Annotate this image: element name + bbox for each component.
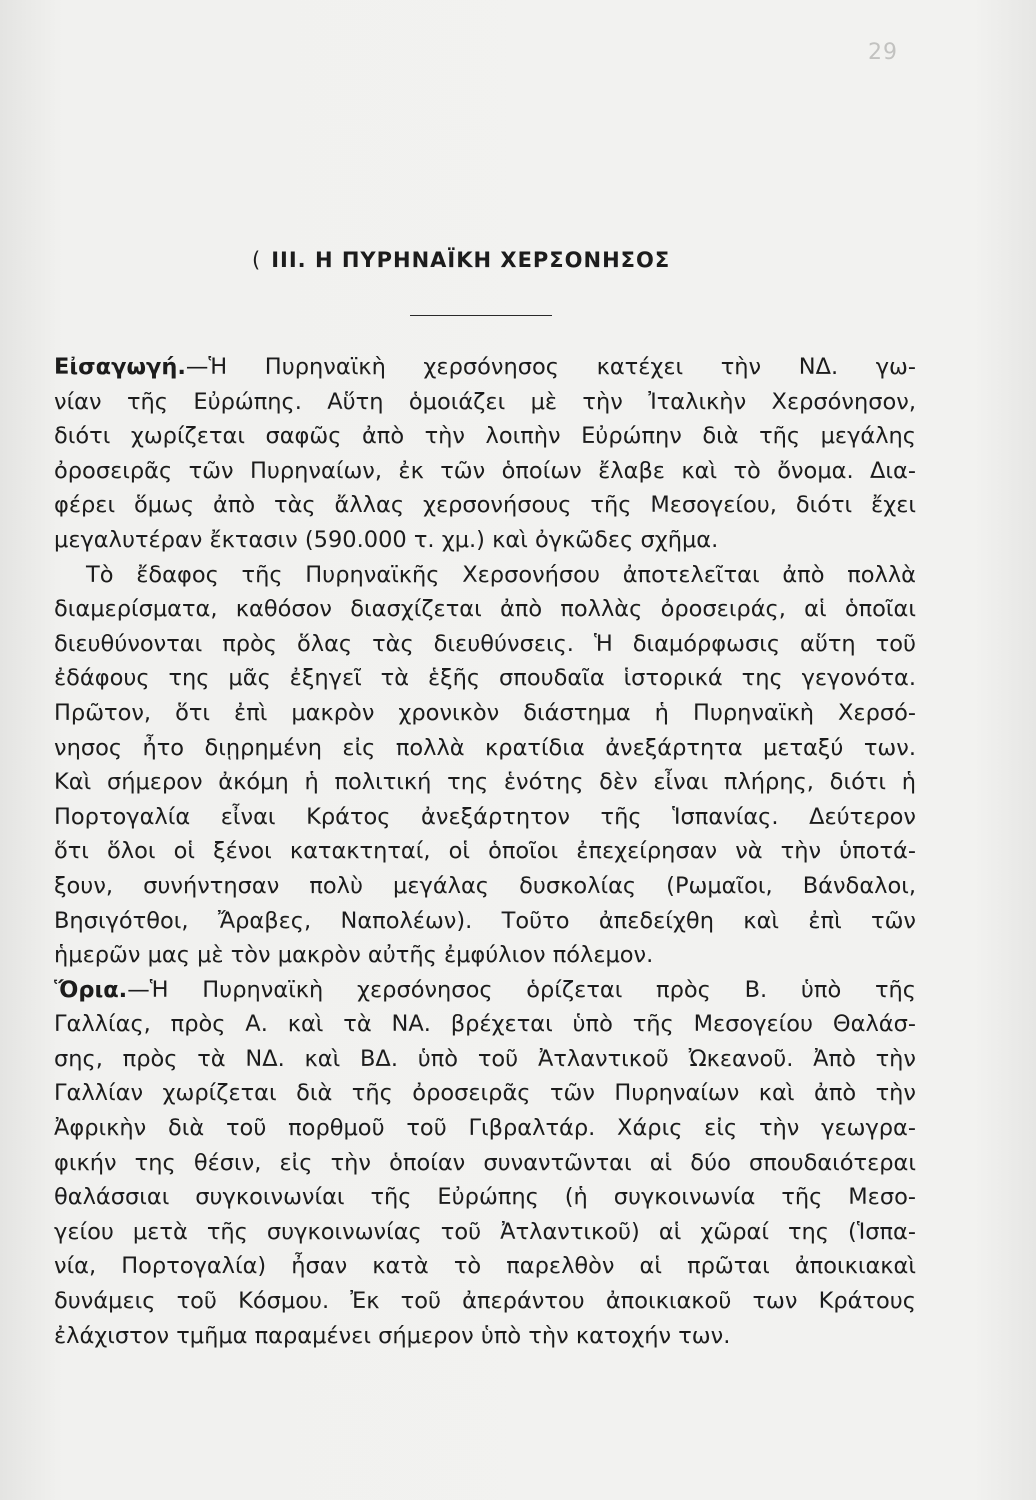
text-line: Καὶ σήμερον ἀκόμη ἡ πολιτική της ἑνότης δὲν εἶναι πλήρης, διότι ἡ bbox=[54, 769, 916, 796]
heading-title: Η ΠΥΡΗΝΑΪΚΗ ΧΕΡΣΟΝΗΣΟΣ bbox=[314, 248, 671, 272]
text-line: ἐλάχιστον τμῆμα παραμένει σήμερον ὑπὸ τὴν κατοχήν των. bbox=[54, 1322, 731, 1349]
chapter-heading bbox=[252, 248, 670, 272]
text-line: Πορτογαλία εἶναι Κράτος ἀνεξάρτητον τῆς Ἱσπανίας. Δεύτερον bbox=[54, 803, 916, 830]
text-line: νίαν τῆς Εὐρώπης. Αὕτη ὁμοιάζει μὲ τὴν Ἰταλικὴν Χερσόνησον, bbox=[54, 388, 916, 415]
text-line: ὀροσειρᾶς τῶν Πυρηναίων, ἐκ τῶν ὁποίων ἔλαβε καὶ τὸ ὄνομα. Δια- bbox=[54, 457, 916, 484]
text-line: Βησιγότθοι, Ἄραβες, Ναπολέων). Τοῦτο ἀπεδείχθη καὶ ἐπὶ τῶν bbox=[54, 907, 916, 934]
text-line: διαμερίσματα, καθόσον διασχίζεται ἀπὸ πολλὰς ὀροσειράς, αἱ ὁποῖαι bbox=[54, 596, 916, 623]
text-line: Γαλλίαν χωρίζεται διὰ τῆς ὀροσειρᾶς τῶν Πυρηναίων καὶ ἀπὸ τὴν bbox=[54, 1080, 916, 1107]
text-line: φέρει ὅμως ἀπὸ τὰς ἄλλας χερσονήσους τῆς Μεσογείου, διότι ἔχει bbox=[54, 492, 916, 519]
text-line: ξουν, συνήντησαν πολὺ μεγάλας δυσκολίας (Ρωμαῖοι, Βάνδαλοι, bbox=[54, 872, 916, 899]
borders-label: Ὅρια. bbox=[54, 976, 128, 1003]
body-text bbox=[54, 350, 916, 1353]
text-line: νία, Πορτογαλία) ἦσαν κατὰ τὸ παρελθὸν αἱ πρῶται ἀποικιακαὶ bbox=[54, 1253, 916, 1280]
text-line: Πρῶτον, ὅτι ἐπὶ μακρὸν χρονικὸν διάστημα ἡ Πυρηναϊκὴ Χερσό- bbox=[54, 699, 916, 726]
text-line: νησος ἦτο διῃρημένη εἰς πολλὰ κρατίδια ἀνεξάρτητα μεταξύ των. bbox=[54, 734, 916, 761]
intro-line-1 bbox=[54, 350, 916, 385]
text-line: Ἀφρικὴν διὰ τοῦ πορθμοῦ τοῦ Γιβραλτάρ. Χάρις εἰς τὴν γεωγρα- bbox=[54, 1115, 916, 1142]
intro-label: Εἰσαγωγή. bbox=[54, 354, 186, 380]
intro-text: —Ἡ Πυρηναϊκὴ χερσόνησος κατέχει τὴν ΝΔ. γω- bbox=[185, 354, 916, 380]
text-line: σης, πρὸς τὰ ΝΔ. καὶ ΒΔ. ὑπὸ τοῦ Ἀτλαντικοῦ Ὠκεανοῦ. Ἀπὸ τὴν bbox=[54, 1045, 916, 1072]
heading-divider bbox=[410, 315, 552, 316]
text-line: διευθύνονται πρὸς ὅλας τὰς διευθύνσεις. Ἡ διαμόρφωσις αὕτη τοῦ bbox=[54, 630, 916, 657]
text-line: φικήν της θέσιν, εἰς τὴν ὁποίαν συναντῶνται αἱ δύο σπουδαιότεραι bbox=[54, 1149, 916, 1176]
text-line: γείου μετὰ τῆς συγκοινωνίας τοῦ Ἀτλαντικοῦ) αἱ χῶραί της (Ἱσπα- bbox=[54, 1218, 916, 1245]
borders-line-1 bbox=[54, 973, 916, 1008]
borders-text: —Ἡ Πυρηναϊκὴ χερσόνησος ὁρίζεται πρὸς Β. ὑπὸ τῆς bbox=[127, 976, 916, 1003]
page-number: 29 bbox=[868, 40, 898, 65]
text-line: μεγαλυτέραν ἔκτασιν (590.000 τ. χμ.) καὶ ὀγκῶδες σχῆμα. bbox=[54, 526, 719, 553]
terrain-first-line: Τὸ ἔδαφος τῆς Πυρηναϊκῆς Χερσονήσου ἀποτελεῖται ἀπὸ πολλὰ bbox=[86, 561, 916, 588]
text-line: ἐδάφους της μᾶς ἐξηγεῖ τὰ ἑξῆς σπουδαῖα ἱστορικά της γεγονότα. bbox=[54, 665, 916, 692]
text-line: Γαλλίας, πρὸς Α. καὶ τὰ ΝΑ. βρέχεται ὑπὸ τῆς Μεσογείου Θαλάσ- bbox=[54, 1011, 916, 1038]
text-line: διότι χωρίζεται σαφῶς ἀπὸ τὴν λοιπὴν Εὐρώπην διὰ τῆς μεγάλης bbox=[54, 423, 916, 450]
text-line: ὅτι ὅλοι οἱ ξένοι κατακτηταί, οἱ ὁποῖοι ἐπεχείρησαν νὰ τὴν ὑποτά- bbox=[54, 838, 916, 865]
text-line: ἡμερῶν μας μὲ τὸν μακρὸν αὐτῆς ἐμφύλιον πόλεμον. bbox=[54, 942, 654, 969]
text-line: δυνάμεις τοῦ Κόσμου. Ἐκ τοῦ ἀπεράντου ἀποικιακοῦ των Κράτους bbox=[54, 1288, 916, 1315]
heading-parenthesis: ( bbox=[252, 248, 262, 272]
text-line: θαλάσσιαι συγκοινωνίαι τῆς Εὐρώπης (ἡ συγκοινωνία τῆς Μεσο- bbox=[54, 1184, 916, 1211]
heading-numeral: III. bbox=[271, 248, 307, 272]
